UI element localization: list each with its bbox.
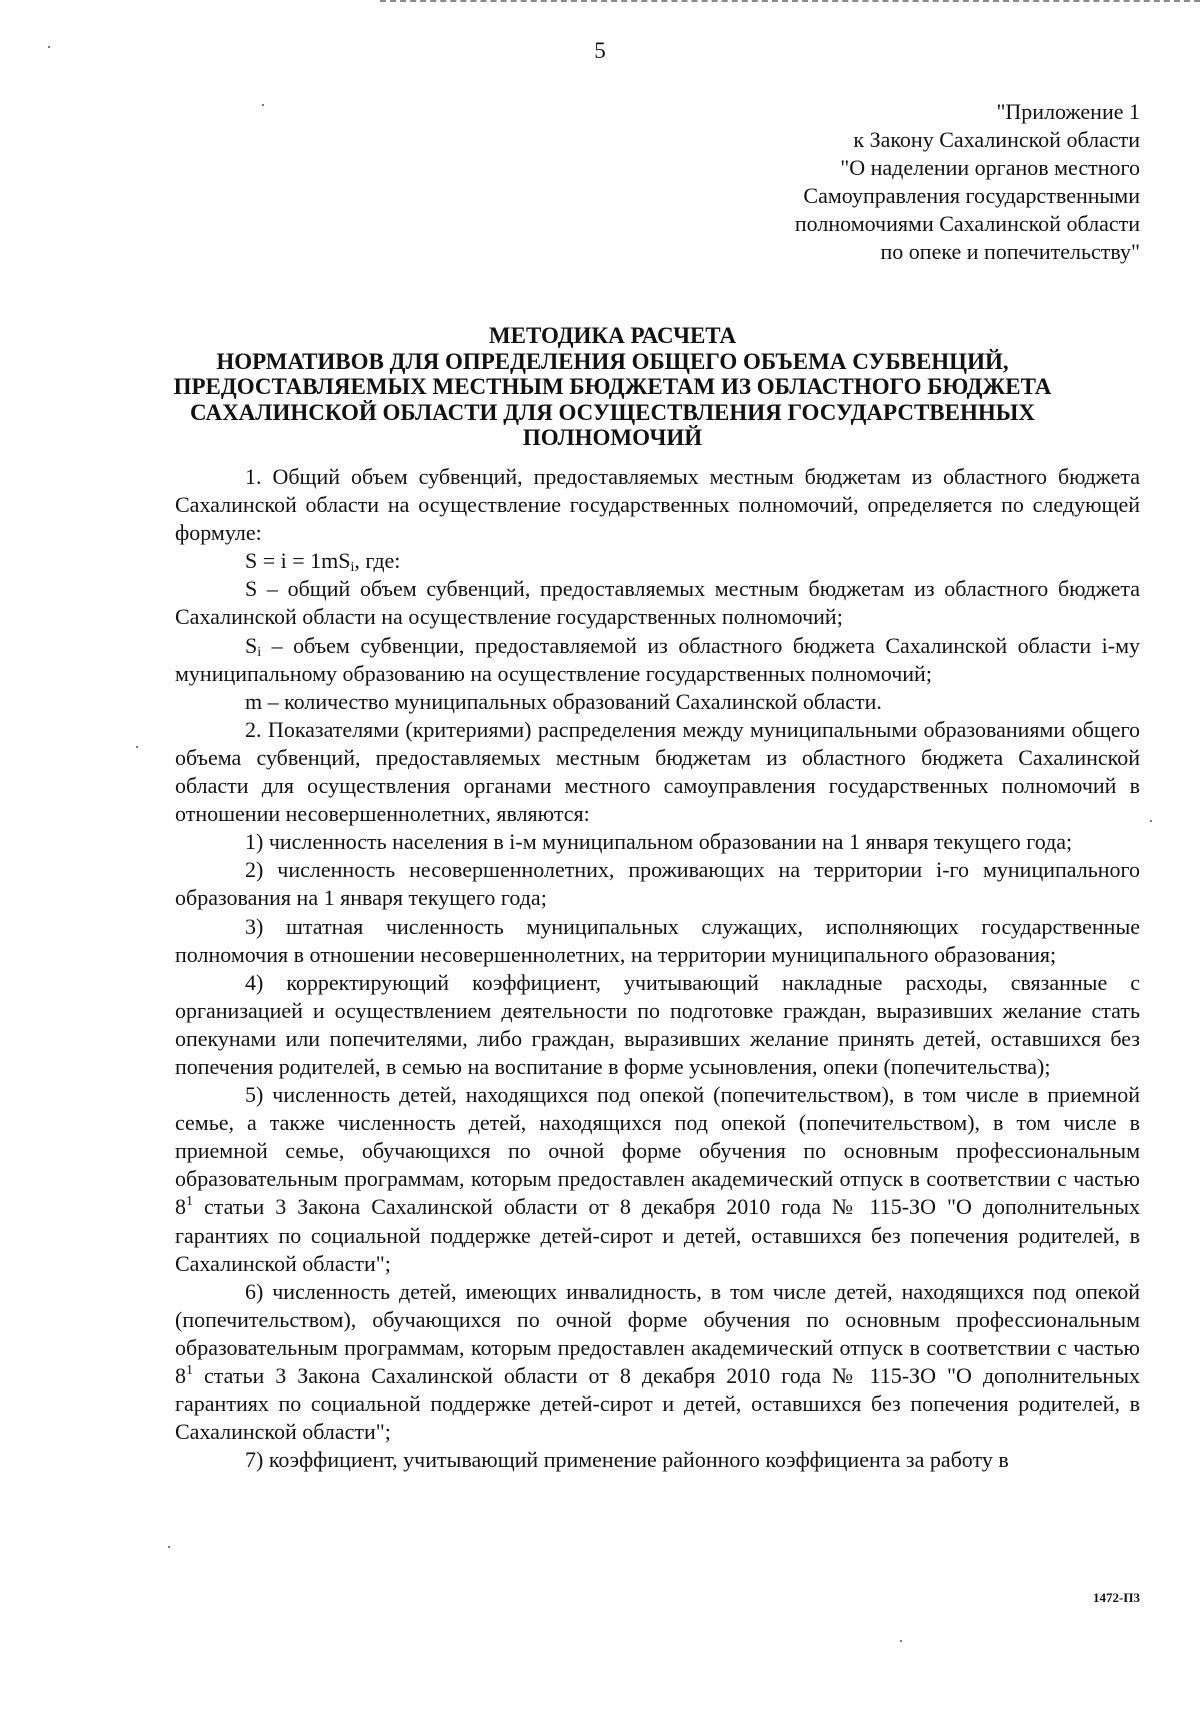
title-line: МЕТОДИКА РАСЧЕТА bbox=[488, 323, 737, 348]
annex-line: по опеке и попечительству" bbox=[880, 239, 1140, 264]
formula-main: S = i = 1mS bbox=[245, 548, 351, 574]
list-item-6 bbox=[175, 1278, 1140, 1447]
item-5-superscript: 1 bbox=[186, 1194, 193, 1210]
document-body bbox=[175, 463, 1140, 1474]
item-6-text-b: статьи 3 Закона Сахалинской области от 8 декабря 2010 года № 115-ЗО "О дополнительных гарантиях по социальной поддержке детей-сирот и детей, оставшихся без попечения родителей, в Сахалинской области"; bbox=[175, 1363, 1140, 1445]
document-title bbox=[150, 323, 1075, 451]
si-subscript: i bbox=[257, 644, 262, 660]
annex-line: к Закону Сахалинской области bbox=[853, 127, 1140, 152]
definition-m: m – количество муниципальных образований Сахалинской области. bbox=[245, 688, 882, 714]
paragraph-1: 1. Общий объем субвенций, предоставляемых местным бюджетам из областного бюджета Сахалинской области на осуществление государственных полномочий, определяется по следующей формуле: bbox=[175, 464, 1140, 546]
item-5-text-a: 5) численность детей, находящихся под опекой (попечительством), в том числе в приемной семье, а также численность детей, находящихся под опекой (попечительством), в том числе в приемной семье, обучающихся по очной форме обучения по основным профессиональным образовательным программам, которым предоставлен академический отпуск в соответствии с частью 8 bbox=[175, 1082, 1140, 1220]
list-item-5 bbox=[175, 1081, 1140, 1278]
annex-line: "О наделении органов местного bbox=[840, 155, 1140, 180]
paragraph-2: 2. Показателями (критериями) распределения между муниципальными образованиями общего объема субвенций, предоставляемых местным бюджетам из областного бюджета Сахалинской области для осуществления органами местного самоуправления государственных полномочий в отношении несовершеннолетних, являются: bbox=[175, 716, 1140, 827]
annex-line: Самоуправления государственными bbox=[803, 183, 1140, 208]
list-item-1: 1) численность населения в i-м муниципальном образовании на 1 января текущего года; bbox=[245, 829, 1073, 855]
item-5-text-b: статьи 3 Закона Сахалинской области от 8 декабря 2010 года № 115-ЗО "О дополнительных гарантиях по социальной поддержке детей-сирот и детей, оставшихся без попечения родителей, в Сахалинской области"; bbox=[175, 1194, 1140, 1276]
list-item-4: 4) корректирующий коэффициент, учитывающий накладные расходы, связанные с организацией и осуществлением деятельности по подготовке граждан, выразивших желание стать опекунами или попечителями, либо граждан, выразивших желание принять детей, оставшихся без попечения родителей, в семью на воспитание в форме усыновления, опеки (попечительства); bbox=[175, 969, 1140, 1079]
item-6-text-a: 6) численность детей, имеющих инвалидность, в том числе детей, находящихся под опекой (попечительством), обучающихся по очной форме обучения по основным профессиональным образовательным программам, которым предоставлен академический отпуск в соответствии с частью 8 bbox=[175, 1278, 1140, 1388]
list-item-2: 2) численность несовершеннолетних, проживающих на территории i-го муниципального образования на 1 января текущего года; bbox=[175, 857, 1140, 911]
scan-speck bbox=[168, 1546, 170, 1548]
scan-speck bbox=[136, 746, 138, 748]
title-line: САХАЛИНСКОЙ ОБЛАСТИ ДЛЯ ОСУЩЕСТВЛЕНИЯ ГОСУДАРСТВЕННЫХ bbox=[190, 399, 1035, 425]
document-code: 1472-П3 bbox=[1093, 1590, 1140, 1605]
item-6-superscript: 1 bbox=[186, 1363, 193, 1378]
scan-speck bbox=[900, 1640, 902, 1642]
list-item-3: 3) штатная численность муниципальных служащих, исполняющих государственные полномочия в отношении несовершеннолетних, на территории муниципального образования; bbox=[175, 913, 1140, 967]
annex-line: полномочиями Сахалинской области bbox=[794, 211, 1140, 236]
formula-tail: , где: bbox=[354, 548, 401, 574]
title-line: ПОЛНОМОЧИЙ bbox=[522, 425, 703, 450]
title-line: НОРМАТИВОВ ДЛЯ ОПРЕДЕЛЕНИЯ ОБЩЕГО ОБЪЕМА СУБВЕНЦИЙ, bbox=[216, 348, 1009, 374]
si-symbol: S bbox=[245, 632, 258, 658]
list-item-7: 7) коэффициент, учитывающий применение районного коэффициента за работу в bbox=[245, 1447, 1009, 1473]
scan-edge bbox=[380, 0, 1200, 4]
page-number: 5 bbox=[594, 38, 606, 63]
annex-line: "Приложение 1 bbox=[996, 99, 1140, 124]
title-line: ПРЕДОСТАВЛЯЕМЫХ МЕСТНЫМ БЮДЖЕТАМ ИЗ ОБЛАСТНОГО БЮДЖЕТА bbox=[173, 374, 1052, 399]
si-text: – объем субвенции, предоставляемой из областного бюджета Сахалинской области i-му муниципальному образованию на осуществление государственных полномочий; bbox=[175, 632, 1140, 686]
formula bbox=[175, 547, 1140, 575]
scan-speck bbox=[262, 104, 264, 106]
annex-header bbox=[580, 98, 1140, 266]
definition-s: S – общий объем субвенций, предоставляемых местным бюджетам из областного бюджета Сахалинской области на осуществление государственных полномочий; bbox=[175, 576, 1140, 630]
scan-speck bbox=[48, 46, 50, 48]
formula-subscript: i bbox=[350, 560, 355, 576]
scan-speck bbox=[1150, 820, 1152, 822]
definition-si bbox=[175, 632, 1140, 688]
